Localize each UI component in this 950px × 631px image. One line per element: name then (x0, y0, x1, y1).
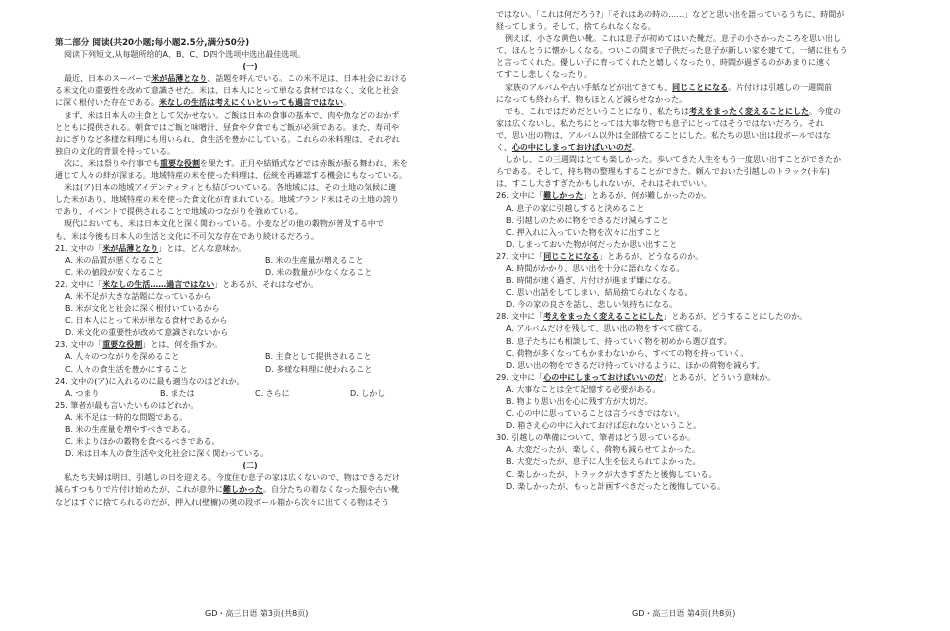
text-run: 減らすつもりで片付け始めたが、これが意外に (55, 485, 223, 495)
text-run: 。 (343, 98, 351, 108)
text-run: 米は(ア)日本の地域アイデンティティとも結びついている。各地域には、その土地の気候に適 (64, 183, 397, 193)
text-run: 家族のアルバムや古い手紙などが出てきても、 (505, 82, 673, 92)
text-run: 28. 文中に「 (496, 312, 544, 322)
passage-2 (55, 472, 445, 508)
text-run: で、思い出の物は、アルバム以外は全部捨てることにした。私たちの思い出は段ボールではな (496, 130, 831, 140)
passage-line (496, 9, 889, 21)
text-run: 。片付けは引越しの一週間前 (728, 82, 833, 92)
passage-line (496, 45, 889, 57)
passage-line (55, 206, 445, 218)
option-C: C. 楽しかったが、トラックが大きすぎたと後悔している。 (506, 469, 717, 479)
text-run: 」とは、どんな意味か。 (158, 243, 247, 253)
underlined-phrase: 考えをまったく変えることにした (689, 106, 809, 116)
passage-line (496, 57, 889, 69)
underlined-phrase: 心の中にしまっておけばいいのだ (543, 372, 664, 382)
text-run: でも、これではだめだということになり、私たちは (505, 106, 689, 116)
underlined-phrase: 米なしの生活……過言ではない (102, 279, 215, 289)
question-stem (496, 311, 889, 323)
text-run: を果たす。正月や結婚式などでは赤飯が振る舞われ、米を (200, 158, 408, 168)
option-D: D. 箱さえ心の中に入れておけば忘れないということ。 (506, 421, 702, 431)
option-A: A. 米の品質が悪くなること (65, 255, 164, 265)
question-stem (55, 400, 445, 412)
option-A: A. 時間がかかり、思い出を十分に語れなくなる。 (506, 263, 685, 273)
option-B: B. または (160, 388, 195, 398)
text-run: になっても終わらず、物もほとんど減らせなかった。 (496, 94, 688, 104)
text-run: まず、米は日本人の主食として欠かせない。ご飯は日本の食事の基本で、肉や魚などのおかず (64, 110, 400, 120)
text-run: らである。そして、持ち物の整理もすることができた。頼んでおいた引越しのトラック(卡车) (496, 167, 830, 177)
underlined-phrase: 重要な役割 (102, 340, 143, 350)
text-run: 。自分たちの着なくなった服や古い靴 (263, 485, 399, 495)
text-run: 29. 文中に「 (496, 372, 544, 382)
option-C: C. 思い出話をしてしまい、結局捨てられなくなる。 (506, 288, 693, 298)
text-run: 。 (631, 143, 640, 153)
underlined-phrase: 米なしの生活は考えにくいといっても過言ではない (159, 98, 343, 108)
underlined-phrase: 同じことになる (543, 251, 600, 261)
option-B: B. 息子たちにも相談して、持っていく物を初めから選び直す。 (506, 336, 732, 346)
option-row (55, 351, 445, 363)
passage-line (55, 472, 445, 484)
option-A: A. つまり (65, 388, 100, 398)
option-B: B. 米の生産量が増えること (265, 255, 364, 265)
question-stem (496, 251, 889, 263)
text-run: した米があり、地域特産の米を使った食文化が育まれている。地域ブランド米はその土地の誇り (55, 195, 399, 205)
option-C: C. 人々の食生活を豊かにすること (65, 364, 188, 374)
option-D: D. 米文化の重要性が改めて意識されないから (65, 328, 229, 338)
passage-line (55, 146, 445, 158)
passage-line (496, 21, 889, 33)
text-run: 」とあるが、それはなぜか。 (214, 279, 319, 289)
option-A: A. 米不足が大きな話題になっているから (65, 291, 212, 301)
question-30 (496, 432, 889, 492)
question-22 (55, 279, 445, 339)
text-run: と言ってくれた。優しい子に育ってくれたと嬉しくなったり、時間が過ぎるのがあまりに速く (496, 58, 832, 68)
text-run: 現代においても、米は日本文化と深く関わっている。小麦などの他の穀物が普及する中で (64, 219, 384, 229)
text-run: も、米は今後も日本人の生活と文化に不可欠な存在であり続けるだろう。 (55, 231, 319, 241)
option-B: B. 大変だったが、息子に人生を伝えられてよかった。 (506, 457, 701, 467)
text-run: 、話題を呼んでいる。この米不足は、日本社会における (207, 74, 408, 84)
underlined-phrase: 難しかった (223, 485, 263, 495)
question-23 (55, 339, 445, 375)
passage-line (496, 154, 889, 166)
text-run: 25. 筆者が最も言いたいものはどれか。 (55, 400, 199, 410)
passage-line (496, 33, 889, 45)
text-run: などはすぐに捨てられるのだが、押入れ(壁櫥)の奥の段ボール箱から次々に出てくる物はそう (55, 497, 390, 507)
option-B: B. 物より思い出を心に残す方が大切だ。 (506, 397, 653, 406)
text-run: 」とあるが、どうすることにしたのか。 (663, 312, 808, 322)
underlined-phrase: 難しかった (543, 191, 584, 201)
question-stem (55, 376, 445, 388)
underlined-phrase: 心の中にしまっておけばいいのだ (511, 143, 632, 153)
passage-line (55, 231, 445, 243)
option-D: D. 思い出の物をできるだけ持っていけるように、ほかの荷物を減らす。 (506, 360, 765, 370)
text-run: 30. 引越しの準備について、筆者はどう思っているか。 (496, 433, 695, 443)
text-run: 独自の文化的背景を持っている。 (55, 146, 175, 156)
passage-line (55, 85, 445, 97)
text-run: 家は広くないし、私たちにとっては大事な物でも息子にとってはそうではないだろう。それ (496, 118, 824, 128)
passage-line (496, 94, 889, 106)
text-run: に深く根付いた存在である。 (55, 98, 159, 108)
option-C: C. 荷物が多くなってもかまわないから、すべての物を持っていく。 (506, 348, 749, 358)
passage-line (55, 110, 445, 122)
text-run: 24. 文中の(ア)に入れるのに最も適当なのはどれか。 (55, 376, 245, 386)
option-A: A. 米不足は一時的な問題である。 (65, 412, 188, 422)
option-C: C. 米の値段が安くなること (65, 267, 164, 277)
option-row (55, 364, 445, 376)
option-C: C. 米よりほかの穀物を食べるべきである。 (65, 437, 220, 447)
text-run: く、 (496, 143, 512, 153)
text-run: 21. 文中の「 (55, 243, 103, 253)
option-B: B. 時間が速く過ぎ、片付けが進まず嫌になる。 (506, 276, 677, 286)
option-C: C. 日本人にとって米が単なる食材であるから (65, 316, 228, 326)
question-stem (55, 339, 445, 351)
footer-page-3: GD・高三日语 第3页(共8页) (205, 609, 309, 618)
option-B: B. 米の生産量を増やすべきである。 (65, 425, 196, 434)
passage-line (55, 218, 445, 230)
text-run: 22. 文中に「 (55, 279, 103, 289)
option-A: A. 大変だったが、楽しく、荷物も減らせてよかった。 (506, 445, 701, 455)
option-C: C. 押入れに入っていた物を次々に出すこと (506, 227, 661, 237)
passage-line (55, 182, 445, 194)
passage-line (55, 170, 445, 182)
text-run: 26. 文中に「 (496, 191, 544, 201)
option-A: A. アルバムだけを残して、思い出の物をすべて捨てる。 (506, 324, 708, 334)
text-run: しかし、この三週間はとても楽しかった。歩いてきた人生をもう一度思い出すことができたか (505, 155, 841, 165)
text-run: 例えば、小さな黄色い靴。これは息子が初めてはいた靴だ。息子の小さかったころを思い出し (505, 34, 841, 44)
question-26 (496, 190, 889, 250)
text-run: 」とあるが、どうなるのか。 (599, 251, 704, 261)
passage-line (55, 484, 445, 496)
passage-line (55, 73, 445, 85)
option-C: C. 心の中に思っていることは言うべきではない。 (506, 409, 685, 419)
passage-line (496, 82, 889, 94)
question-24 (55, 376, 445, 400)
text-run: 私たち夫婦は明日、引越しの日を迎える。今度住む息子の家は広くないので、物はできるだけ (64, 473, 400, 483)
option-B: B. 引越しのために物をできるだけ減らすこと (506, 215, 669, 225)
section-mark-1: (一) (242, 62, 258, 72)
question-21 (55, 243, 445, 279)
option-D: D. 多様な料理に使われること (265, 364, 373, 374)
option-D: D. 米の数量が少なくなること (265, 267, 373, 277)
question-stem (496, 372, 889, 384)
question-28 (496, 311, 889, 371)
text-run: 。今度の (809, 106, 841, 116)
question-stem (496, 432, 889, 444)
passage-line (55, 158, 445, 170)
passage-line (496, 166, 889, 178)
passage-line (496, 142, 889, 154)
text-run: 」とあるが、どういう意味か。 (663, 372, 776, 382)
option-A: A. 息子の家に引越しすると決めること (506, 203, 645, 213)
text-run: 」とは、何を指すか。 (142, 340, 223, 350)
text-run: ではない。「これは何だろう?」「それはあの時の……」などと思い出を語っているうちに、時間が (496, 10, 845, 19)
passage-line (496, 118, 889, 130)
option-D: D. 今の家の良さを話し、悲しい気持ちになる。 (506, 300, 678, 310)
text-run: 次に、米は祭りや行事でも (64, 158, 160, 168)
passage-line (496, 130, 889, 142)
text-run: て、ほんとうに懐かしくなる。ついこの間まで子供だった息子が新しい家を建てて、一緒に住もう (496, 46, 848, 56)
question-27 (496, 251, 889, 311)
option-D: D. 楽しかったが、もっと計画すべきだったと後悔している。 (506, 481, 726, 491)
passage-2-continued (496, 9, 889, 190)
text-run: とともに提供される。朝食ではご飯と味噌汁、昼食や夕食でもご飯が必須である。また、寿司や (55, 122, 399, 132)
option-row (55, 267, 445, 279)
option-B: B. 米が文化と社会に深く根付いているから (65, 304, 220, 314)
question-stem (55, 279, 445, 291)
option-A: A. 人々のつながりを深めること (65, 352, 180, 362)
question-stem (55, 243, 445, 255)
underlined-phrase: 同じことになる (672, 82, 729, 92)
left-page (55, 37, 445, 509)
text-run: てすこし悲しくなったり。 (496, 70, 592, 80)
question-stem (496, 190, 889, 202)
passage-line (55, 122, 445, 134)
section-header: 第二部分 阅读(共20小题;每小题2.5分,满分50分) (55, 38, 250, 48)
underlined-phrase: 米が品薄となり (151, 74, 208, 84)
option-D: D. しかし (350, 388, 386, 398)
footer-page-4: GD・高三日语 第4页(共8页) (632, 609, 736, 618)
passage-line (496, 106, 889, 118)
underlined-phrase: 考えをまったく変えることにした (543, 312, 664, 322)
passage-line (55, 134, 445, 146)
option-C: C. さらに (255, 388, 290, 398)
option-D: D. 米は日本人の食生活や文化社会に深く関わっている。 (65, 449, 269, 459)
option-row (55, 255, 445, 267)
text-run: であり、イベントで提供されることで地域のつながりを強めている。 (55, 207, 303, 217)
passage-line (496, 178, 889, 190)
right-page (496, 9, 889, 493)
text-run: 27. 文中に「 (496, 251, 544, 261)
passage-line (55, 194, 445, 206)
text-run: は、すこし大きすぎたかもしれないが、それはそれでいい。 (496, 179, 712, 189)
underlined-phrase: 重要な役割 (160, 158, 200, 168)
text-run: 通じて人々の絆が深まる。地域特産の米を使った料理は、伝統を再確認する機会にもなっている。 (55, 171, 407, 181)
text-run: 」とあるが、何が難しかったのか。 (583, 191, 712, 201)
instructions: 阅读下列短文,从每题所给的A、B、C、D四个选项中选出最佳选项。 (64, 50, 306, 60)
passage-1 (55, 73, 445, 242)
option-B: B. 主食として提供されること (265, 352, 372, 362)
passage-line (55, 97, 445, 109)
text-run: 経ってしまう。そして、捨てられなくなる。 (496, 22, 656, 32)
option-A: A. 大事なことは全て記憶する必要がある。 (506, 384, 661, 394)
question-25 (55, 400, 445, 460)
text-run: る米文化の重要性を改めて意識させた。米は、日本人にとって単なる食材ではなく、文化と社会 (55, 86, 399, 96)
text-run: おにぎりなど多様な料理にも用いられ、食生活を豊かにしている。これらの米料理は、それぞれ (55, 134, 400, 144)
passage-line (55, 497, 445, 509)
option-D: D. しまっておいた物が何だったか思い出すこと (506, 239, 678, 249)
question-29 (496, 372, 889, 432)
passage-line (496, 69, 889, 81)
section-mark-2: (二) (242, 461, 258, 471)
text-run: 23. 文中の「 (55, 340, 103, 350)
underlined-phrase: 米が品薄となり (102, 243, 159, 253)
option-row (55, 388, 445, 400)
text-run: 最近、日本のスーパーで (64, 74, 152, 84)
